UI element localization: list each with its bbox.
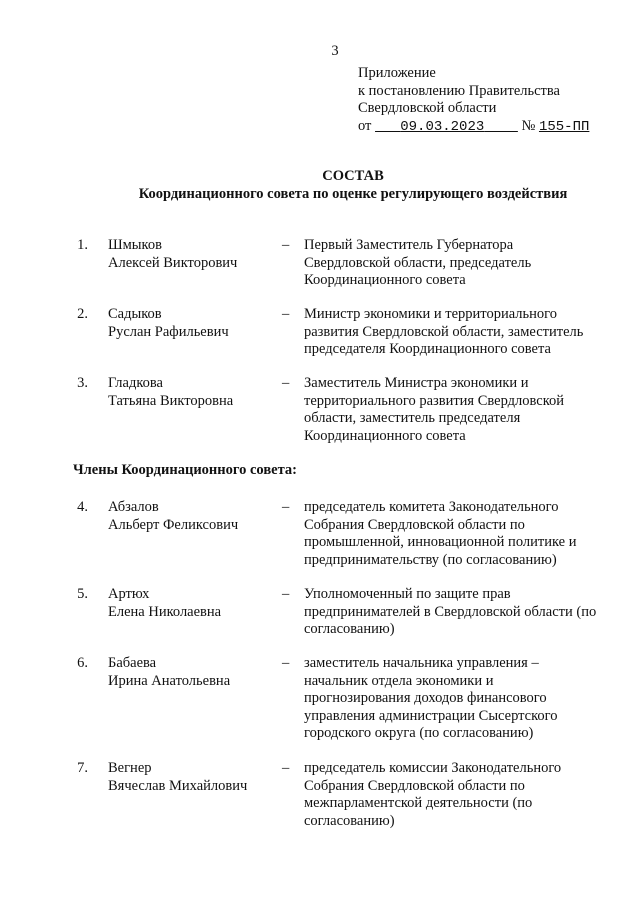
person-role: Первый Заместитель Губернатора Свердловской области, председатель Координационного совета (304, 237, 532, 288)
page-number: 3 (331, 43, 339, 59)
dash: – (282, 586, 290, 602)
person-name (108, 306, 229, 341)
date-value: 09.03.2023 (400, 118, 485, 135)
given-names: Алексей Викторович (108, 254, 238, 271)
appendix-line: Свердловской области (358, 100, 497, 116)
surname: Садыков (108, 306, 162, 322)
members-heading: Члены Координационного совета: (73, 462, 297, 478)
dash: – (282, 499, 290, 515)
dash: – (282, 237, 290, 253)
item-number: 3. (77, 375, 88, 391)
date-field (375, 119, 518, 135)
person-name (108, 237, 237, 272)
person-name (108, 375, 233, 410)
appendix-line: к постановлению Правительства (358, 82, 560, 99)
item-number: 5. (77, 586, 88, 602)
person-role: Уполномоченный по защите прав предпринимателей в Свердловской области (по согласованию) (304, 586, 597, 637)
person-name (108, 760, 247, 795)
item-number: 2. (77, 306, 88, 322)
person-role: заместитель начальника управления – начальник отдела экономики и прогнозирования доходов финансового управления администрации Сысертского городского округа (по согласованию) (304, 655, 558, 741)
surname: Вегнер (108, 760, 152, 776)
date-prefix: от (358, 117, 372, 134)
number-sign: № (521, 117, 536, 134)
dash: – (282, 306, 290, 322)
person-role: Заместитель Министра экономики и территориального развития Свердловской области, заместитель председателя Координационного совета (304, 375, 565, 444)
surname: Бабаева (108, 655, 157, 671)
item-number: 4. (77, 499, 88, 515)
given-names: Вячеслав Михайлович (108, 777, 248, 794)
appendix-line: Приложение (358, 65, 436, 81)
surname: Шмыков (108, 237, 162, 253)
item-number: 6. (77, 655, 88, 671)
person-role: председатель комиссии Законодательного Собрания Свердловской области по межпарламентской деятельности (по согласованию) (304, 760, 562, 829)
person-name (108, 586, 221, 621)
item-number: 1. (77, 237, 88, 253)
surname: Артюх (108, 586, 150, 602)
person-role: Министр экономики и территориального развития Свердловской области, заместитель председателя Координационного совета (304, 306, 584, 357)
appendix-block (358, 65, 589, 136)
person-name (108, 655, 230, 690)
given-names: Елена Николаевна (108, 603, 222, 620)
given-names: Ирина Анатольевна (108, 672, 231, 689)
dash: – (282, 655, 290, 671)
dash: – (282, 375, 290, 391)
given-names: Руслан Рафильевич (108, 323, 229, 340)
surname: Гладкова (108, 375, 163, 391)
appendix-date-line (358, 118, 589, 137)
given-names: Альберт Феликсович (108, 516, 239, 533)
surname: Абзалов (108, 499, 159, 515)
document-subtitle: Координационного совета по оценке регулирующего воздействия (138, 186, 568, 202)
person-role: председатель комитета Законодательного Собрания Свердловской области по промышленной, инновационной политике и предпринимательству (по согласованию) (304, 499, 577, 568)
document-title: СОСТАВ (322, 168, 384, 184)
document-number: 155-ПП (538, 118, 590, 135)
item-number: 7. (77, 760, 88, 776)
given-names: Татьяна Викторовна (108, 392, 234, 409)
dash: – (282, 760, 290, 776)
person-name (108, 499, 238, 534)
